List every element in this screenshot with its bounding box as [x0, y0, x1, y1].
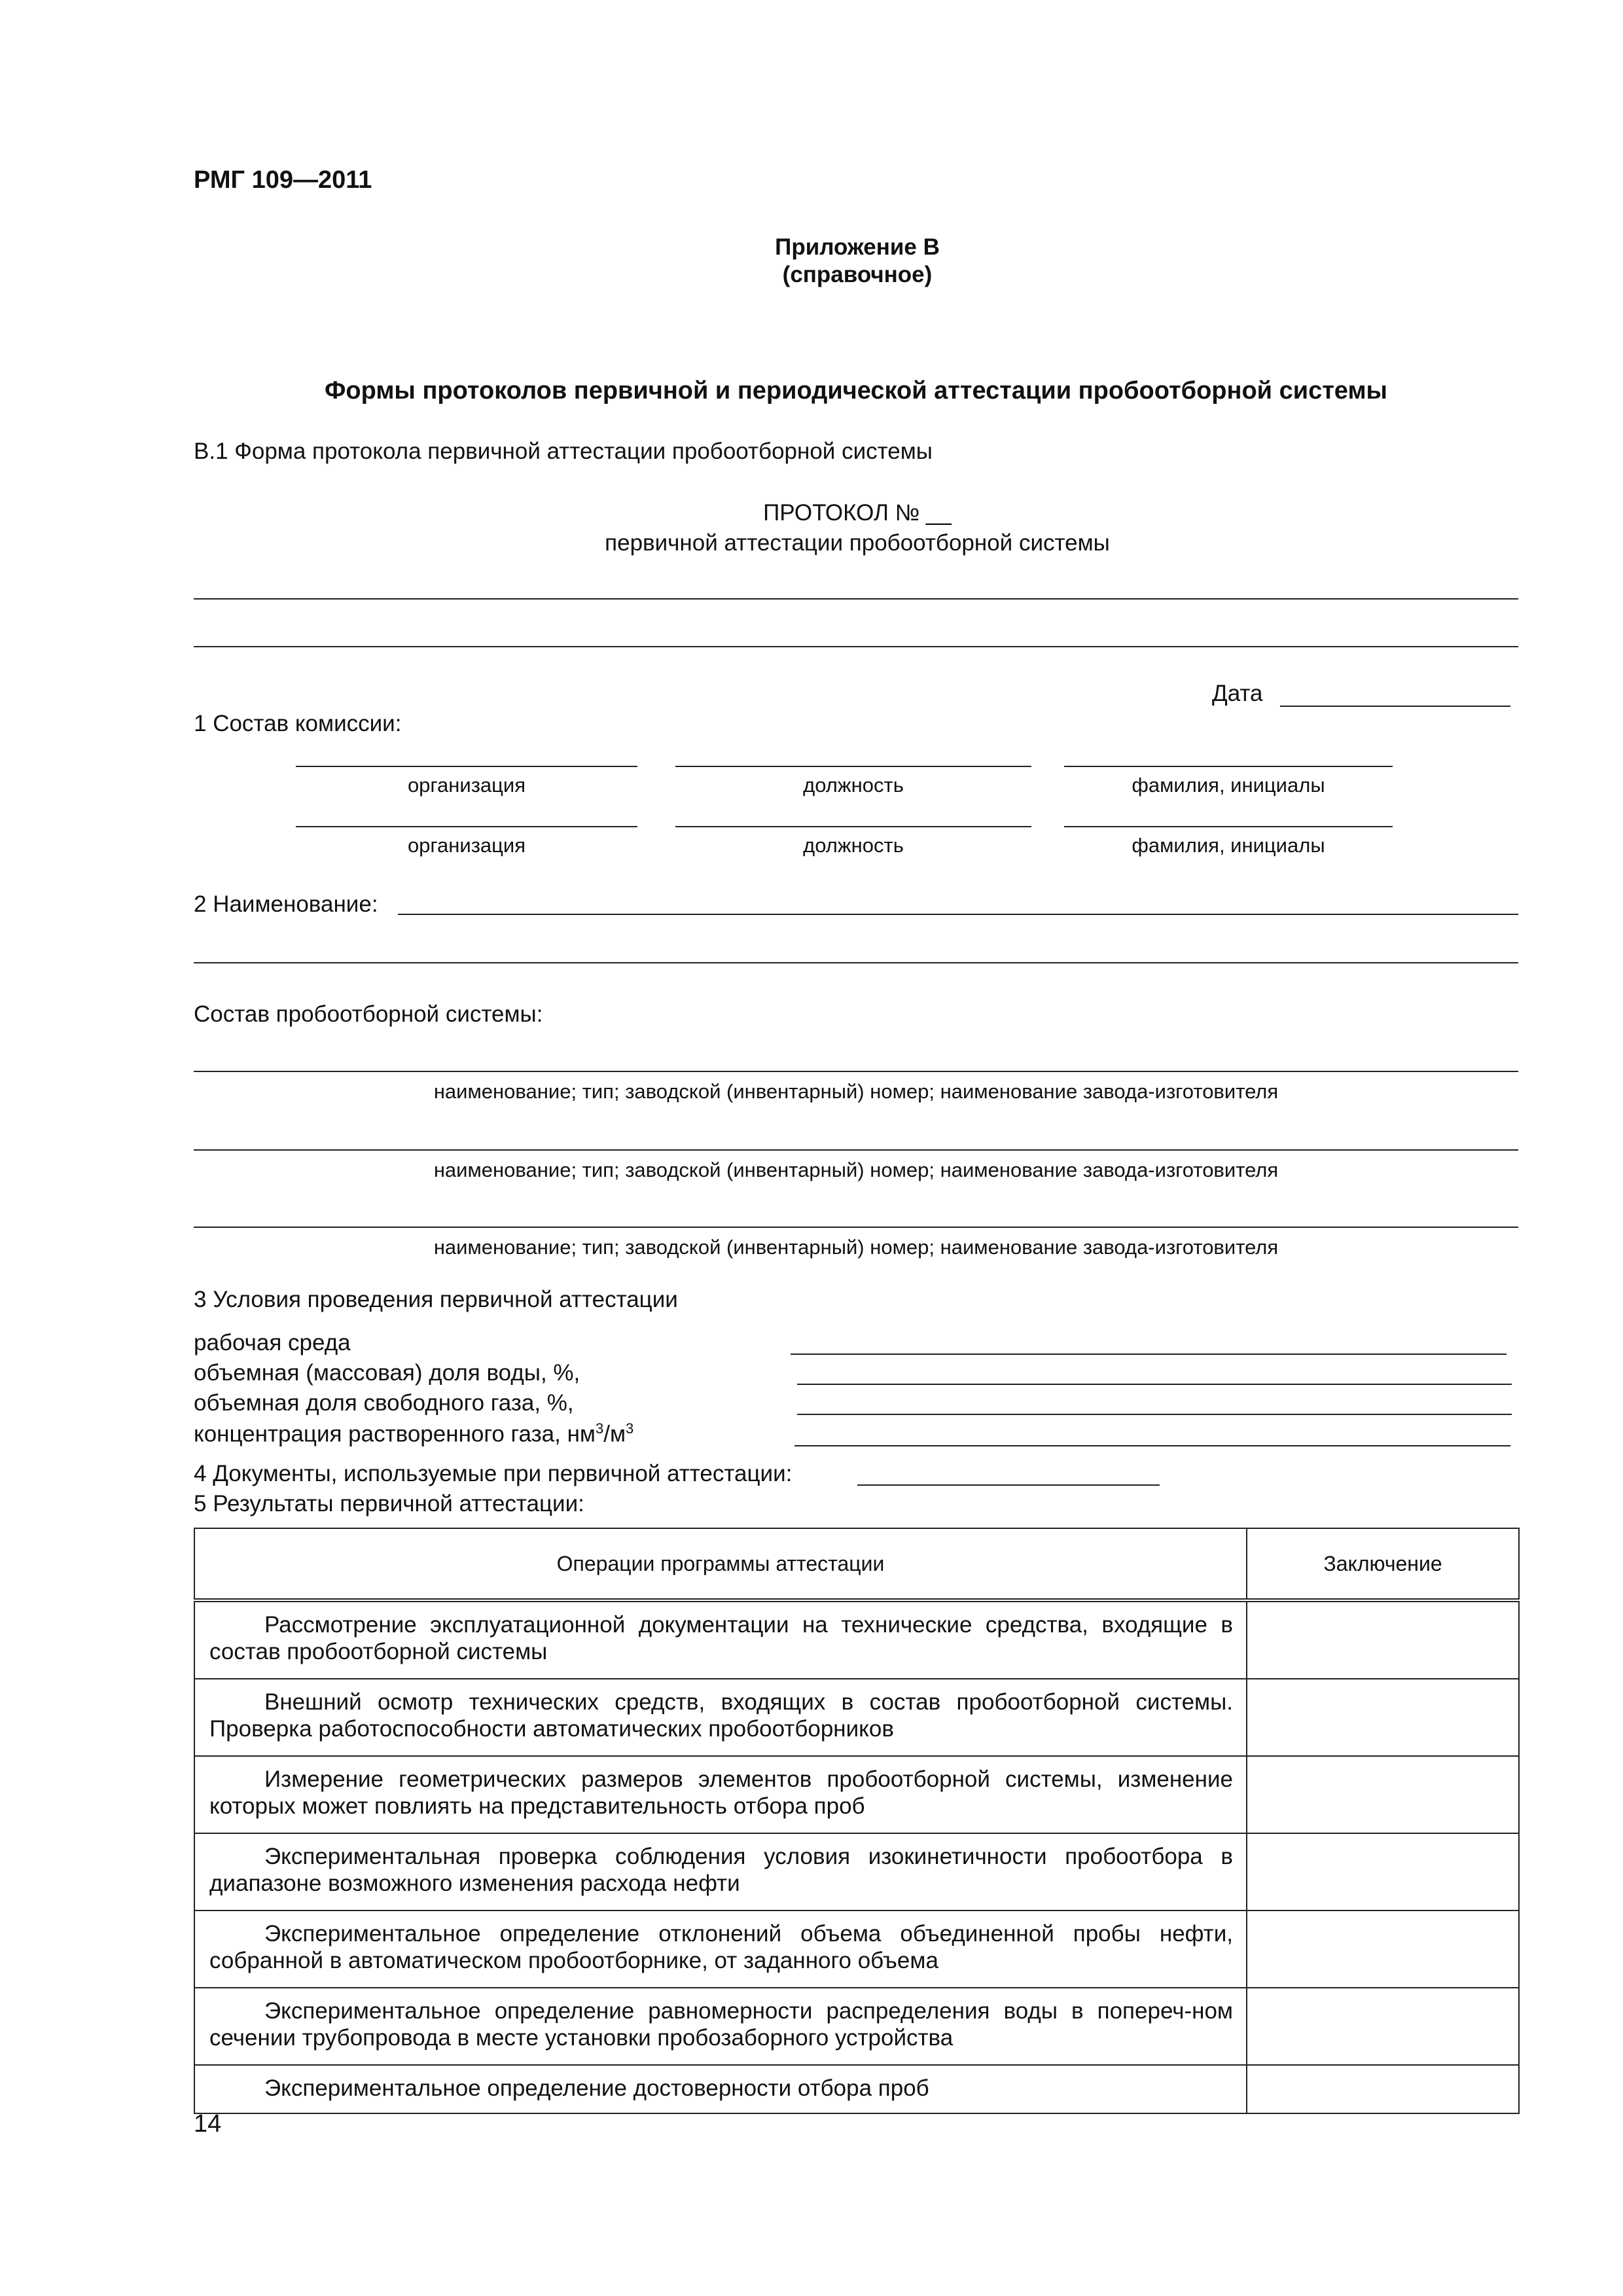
condition-field[interactable] [797, 1384, 1512, 1385]
operation-text: Экспериментальное определение отклонений объема объединенной пробы нефти, собранной в автоматическом пробоотборнике, от заданного объема [209, 1921, 1233, 1973]
operation-text: Экспериментальная проверка соблюдения условия изокинетичности пробоотбора в диапазоне возможного изменения расхода нефти [209, 1844, 1233, 1896]
protocol-title: ПРОТОКОЛ № __ [763, 500, 952, 526]
composition-field[interactable] [194, 1149, 1518, 1151]
commission-caption-position: должность [803, 774, 904, 797]
main-title: Формы протоколов первичной и периодической аттестации пробоотборной системы [324, 377, 1388, 404]
operation-text: Измерение геометрических размеров элементов пробоотборной системы, изменение которых может повлиять на представительность отбора проб [209, 1767, 1233, 1819]
commission-caption-name: фамилия, инициалы [1132, 774, 1325, 797]
operation-cell [194, 2065, 1247, 2113]
documents-label: 4 Документы, используемые при первичной аттестации: [194, 1461, 793, 1486]
naming-label: 2 Наименование: [194, 891, 378, 917]
composition-field[interactable] [194, 1071, 1518, 1072]
commission-field[interactable] [1064, 766, 1393, 767]
naming-field[interactable] [194, 962, 1518, 963]
page-number: 14 [194, 2110, 222, 2138]
naming-field[interactable] [398, 914, 1518, 915]
condition-free-gas: объемная доля свободного газа, %, [194, 1390, 574, 1416]
composition-caption: наименование; тип; заводской (инвентарный) номер; наименование завода-изготовителя [433, 1236, 1279, 1259]
operation-cell [194, 1988, 1247, 2065]
commission-heading: 1 Состав комиссии: [194, 711, 402, 736]
conclusion-cell[interactable] [1247, 1910, 1519, 1988]
protocol-subtitle: первичной аттестации пробоотборной системы [605, 530, 1110, 556]
unit-superscript: 3 [595, 1420, 604, 1437]
commission-caption-name: фамилия, инициалы [1132, 834, 1325, 857]
appendix-title: Приложение В [775, 234, 940, 260]
table-row [194, 2065, 1519, 2113]
results-heading: 5 Результаты первичной аттестации: [194, 1491, 584, 1516]
conclusion-cell[interactable] [1247, 1679, 1519, 1756]
blank-line[interactable] [194, 646, 1518, 647]
doc-code: РМГ 109—2011 [194, 166, 372, 194]
table-row [194, 1679, 1519, 1756]
commission-caption-organization: организация [407, 834, 526, 857]
operation-text: Экспериментальное определение достоверности отбора проб [264, 2075, 929, 2101]
composition-field[interactable] [194, 1227, 1518, 1228]
table-row [194, 1910, 1519, 1988]
blank-line[interactable] [194, 598, 1518, 600]
conclusion-cell[interactable] [1247, 1600, 1519, 1679]
operation-cell [194, 1833, 1247, 1910]
table-row [194, 1833, 1519, 1910]
condition-field[interactable] [791, 1354, 1507, 1355]
operation-text: Экспериментальное определение равномерности распределения воды в попереч-ном сечении трубопровода в месте установки пробозаборного устройства [209, 1998, 1233, 2051]
column-header-conclusion: Заключение [1247, 1528, 1519, 1600]
condition-water-fraction: объемная (массовая) доля воды, %, [194, 1360, 580, 1386]
documents-field[interactable] [857, 1484, 1160, 1486]
conclusion-cell[interactable] [1247, 1833, 1519, 1910]
conditions-heading: 3 Условия проведения первичной аттестации [194, 1287, 678, 1312]
commission-field[interactable] [675, 766, 1031, 767]
table-row [194, 1756, 1519, 1833]
results-table [194, 1528, 1520, 2114]
composition-caption: наименование; тип; заводской (инвентарный) номер; наименование завода-изготовителя [433, 1158, 1279, 1181]
commission-caption-organization: организация [407, 774, 526, 797]
operation-cell [194, 1679, 1247, 1756]
conclusion-cell[interactable] [1247, 2065, 1519, 2113]
commission-field[interactable] [296, 826, 637, 827]
condition-working-medium: рабочая среда [194, 1330, 351, 1355]
unit-divider: /м [603, 1421, 626, 1447]
condition-field[interactable] [794, 1445, 1510, 1446]
conclusion-cell[interactable] [1247, 1756, 1519, 1833]
commission-field[interactable] [675, 826, 1031, 827]
composition-caption: наименование; тип; заводской (инвентарный) номер; наименование завода-изготовителя [433, 1080, 1279, 1103]
commission-field[interactable] [1064, 826, 1393, 827]
appendix-kind: (справочное) [782, 262, 933, 287]
condition-field[interactable] [797, 1414, 1512, 1415]
commission-caption-position: должность [803, 834, 904, 857]
column-header-operations: Операции программы аттестации [194, 1528, 1247, 1600]
date-field[interactable] [1280, 706, 1510, 707]
operation-cell [194, 1756, 1247, 1833]
operation-cell [194, 1910, 1247, 1988]
table-row [194, 1988, 1519, 2065]
unit-superscript: 3 [626, 1420, 634, 1437]
composition-heading: Состав пробоотборной системы: [194, 1001, 543, 1027]
table-header-row [194, 1528, 1519, 1600]
condition-dissolved-gas-text: концентрация растворенного газа, нм [194, 1421, 596, 1447]
operation-text: Рассмотрение эксплуатационной документации на технические средства, входящие в состав пробоотборной системы [209, 1612, 1233, 1664]
date-label: Дата [1212, 681, 1263, 706]
condition-dissolved-gas [194, 1422, 633, 1446]
operation-cell [194, 1600, 1247, 1679]
operation-text: Внешний осмотр технических средств, входящих в состав пробоотборной системы. Проверка работоспособности автоматических пробоотборников [209, 1689, 1233, 1742]
table-row [194, 1600, 1519, 1679]
conclusion-cell[interactable] [1247, 1988, 1519, 2065]
commission-field[interactable] [296, 766, 637, 767]
section-b1-heading: В.1 Форма протокола первичной аттестации пробоотборной системы [194, 439, 933, 464]
